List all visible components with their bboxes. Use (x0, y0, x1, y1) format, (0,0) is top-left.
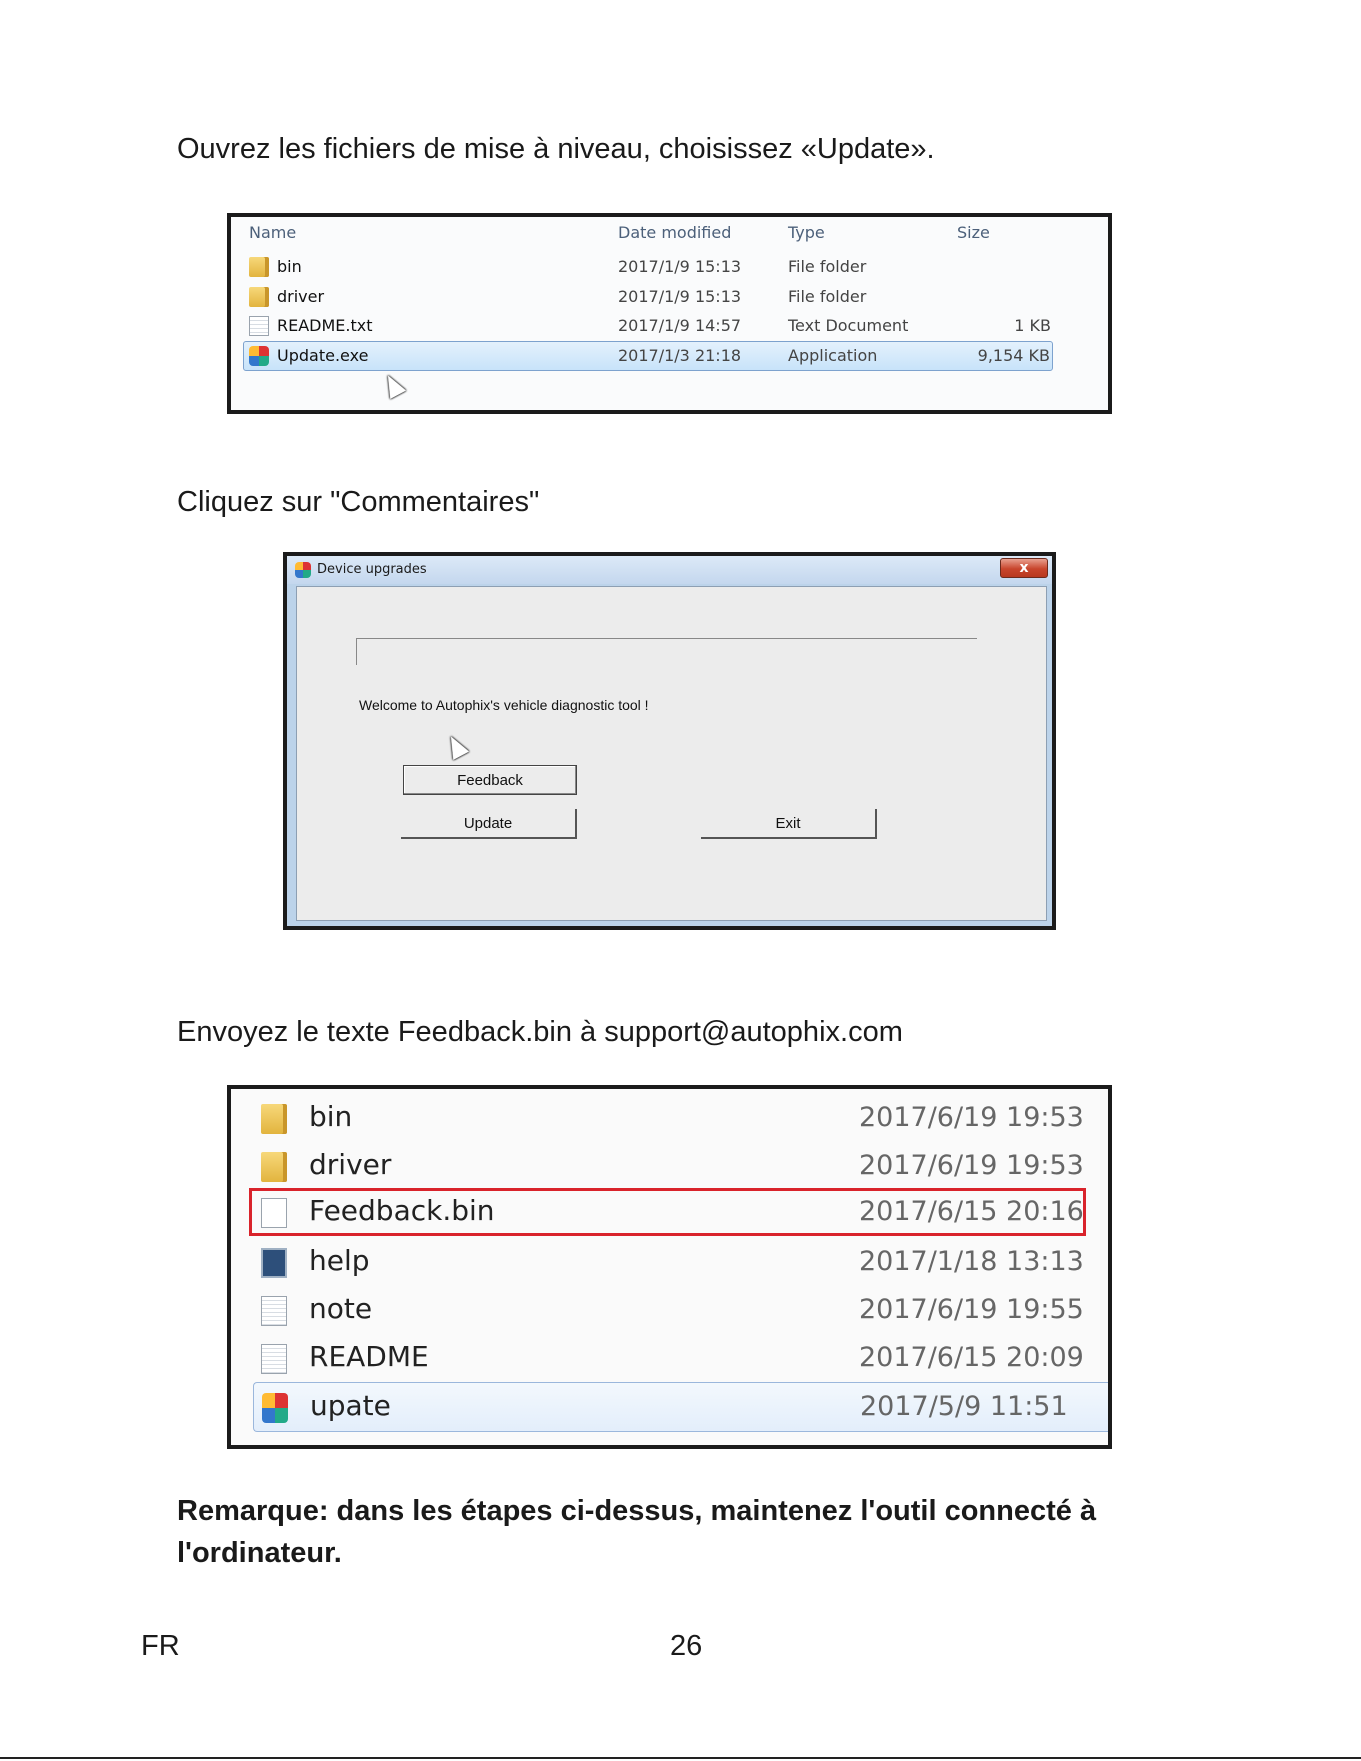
help-file-icon (261, 1248, 287, 1278)
file-icon (261, 1198, 287, 1228)
folder-contents-screenshot (227, 1085, 1112, 1449)
text-file-icon (261, 1296, 287, 1326)
page-number: 26 (670, 1630, 703, 1662)
column-headers (231, 219, 1108, 247)
application-icon (262, 1393, 288, 1423)
file-row-bin[interactable]: bin 2017/6/19 19:53 (231, 1094, 1108, 1142)
file-row-driver[interactable]: driver 2017/6/19 19:53 (231, 1142, 1108, 1190)
bottom-rule (0, 1757, 1361, 1759)
file-row-update-exe[interactable]: Update.exe 2017/1/3 21:18 Application 9,154 KB (243, 341, 1053, 371)
welcome-message: Welcome to Autophix's vehicle diagnostic tool ! (359, 697, 649, 713)
step1-instruction: Ouvrez les fichiers de mise à niveau, choisissez «Update». (177, 133, 935, 165)
text-file-icon (249, 316, 269, 336)
close-button[interactable]: x (1000, 558, 1048, 578)
text-file-icon (261, 1344, 287, 1374)
mouse-cursor-icon (443, 732, 469, 760)
dialog-client-area (296, 586, 1047, 921)
file-row-readme[interactable]: README 2017/6/15 20:09 (231, 1334, 1108, 1382)
file-row-note[interactable]: note 2017/6/19 19:55 (231, 1286, 1108, 1334)
update-button[interactable]: Update (401, 809, 577, 839)
file-row-upate[interactable]: upate 2017/5/9 11:51 (253, 1382, 1108, 1432)
dialog-title: Device upgrades (317, 562, 427, 577)
app-icon (295, 562, 311, 578)
device-upgrades-dialog (283, 552, 1056, 930)
step3-instruction: Envoyez le texte Feedback.bin à support@autophix.com (177, 1016, 903, 1048)
application-icon (249, 346, 269, 366)
file-row-feedback-bin[interactable]: Feedback.bin 2017/6/15 20:16 (249, 1188, 1086, 1236)
folder-icon (261, 1152, 287, 1182)
mouse-cursor-icon (380, 371, 406, 399)
exit-button[interactable]: Exit (701, 809, 877, 839)
file-row-driver[interactable]: driver 2017/1/9 15:13 File folder (231, 283, 1108, 311)
folder-icon (249, 287, 269, 307)
column-type[interactable]: Type (788, 223, 825, 242)
file-row-readme[interactable]: README.txt 2017/1/9 14:57 Text Document 1 KB (231, 312, 1108, 340)
folder-icon (261, 1104, 287, 1134)
progress-bar (356, 638, 977, 665)
file-explorer-screenshot (227, 213, 1112, 414)
column-size[interactable]: Size (957, 223, 990, 242)
feedback-button[interactable]: Feedback (403, 765, 577, 795)
file-row-bin[interactable]: bin 2017/1/9 15:13 File folder (231, 253, 1108, 281)
file-row-help[interactable]: help 2017/1/18 13:13 (231, 1238, 1108, 1286)
footer-language: FR (141, 1630, 180, 1662)
step2-instruction: Cliquez sur "Commentaires" (177, 486, 540, 518)
folder-icon (249, 257, 269, 277)
column-name[interactable]: Name (249, 223, 297, 242)
dialog-titlebar[interactable] (287, 556, 1052, 584)
connection-note: Remarque: dans les étapes ci-dessus, maintenez l'outil connecté à l'ordinateur. (177, 1495, 1097, 1569)
column-date-modified[interactable]: Date modified (618, 223, 732, 242)
